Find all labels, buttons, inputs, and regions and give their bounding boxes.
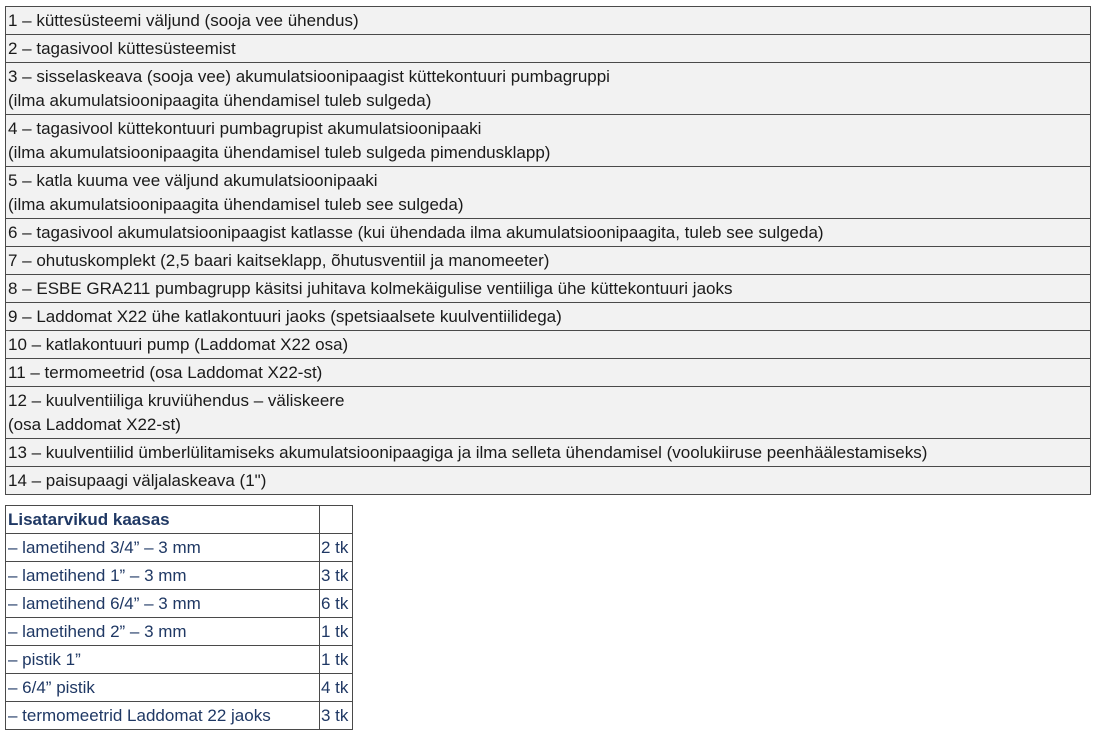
legend-line: 5 – katla kuuma vee väljund akumulatsioonipaaki	[8, 170, 378, 190]
accessory-qty: 1 tk	[320, 618, 353, 646]
legend-row	[6, 167, 1091, 219]
legend-cell	[6, 7, 1091, 35]
accessories-header-row	[6, 506, 353, 534]
accessory-row	[6, 590, 353, 618]
legend-row	[6, 467, 1091, 495]
accessory-name: – lametihend 3/4” – 3 mm	[6, 534, 320, 562]
legend-row	[6, 63, 1091, 115]
accessory-qty: 3 tk	[320, 562, 353, 590]
legend-line: 13 – kuulventiilid ümberlülitamiseks akumulatsioonipaagiga ja ilma selleta ühendamisel (voolukiiruse peenhäälestamiseks)	[8, 442, 928, 462]
legend-row	[6, 275, 1091, 303]
legend-line: 4 – tagasivool küttekontuuri pumbagrupist akumulatsioonipaaki	[8, 118, 482, 138]
legend-line: 7 – ohutuskomplekt (2,5 baari kaitseklapp, õhutusventiil ja manomeeter)	[8, 250, 550, 270]
legend-line: 8 – ESBE GRA211 pumbagrupp käsitsi juhitava kolmekäigulise ventiiliga ühe küttekontuuri jaoks	[8, 278, 733, 298]
legend-line: (osa Laddomat X22-st)	[8, 414, 181, 434]
accessory-qty: 3 tk	[320, 702, 353, 730]
accessory-name: – lametihend 2” – 3 mm	[6, 618, 320, 646]
accessory-row	[6, 618, 353, 646]
legend-row	[6, 439, 1091, 467]
accessory-name: – lametihend 1” – 3 mm	[6, 562, 320, 590]
legend-cell	[6, 331, 1091, 359]
accessory-qty: 4 tk	[320, 674, 353, 702]
legend-table	[5, 6, 1091, 495]
legend-row	[6, 35, 1091, 63]
accessory-name: – termomeetrid Laddomat 22 jaoks	[6, 702, 320, 730]
accessory-qty: 6 tk	[320, 590, 353, 618]
legend-cell	[6, 467, 1091, 495]
legend-line: 2 – tagasivool küttesüsteemist	[8, 38, 236, 58]
legend-line: (ilma akumulatsioonipaagita ühendamisel tuleb sulgeda)	[8, 90, 432, 110]
legend-row	[6, 7, 1091, 35]
legend-line: 9 – Laddomat X22 ühe katlakontuuri jaoks (spetsiaalsete kuulventiilidega)	[8, 306, 562, 326]
legend-cell	[6, 167, 1091, 219]
legend-row	[6, 331, 1091, 359]
legend-line: 11 – termomeetrid (osa Laddomat X22-st)	[8, 362, 323, 382]
accessory-qty: 1 tk	[320, 646, 353, 674]
accessory-row	[6, 646, 353, 674]
legend-cell	[6, 359, 1091, 387]
legend-row	[6, 359, 1091, 387]
legend-cell	[6, 387, 1091, 439]
legend-cell	[6, 219, 1091, 247]
legend-row	[6, 303, 1091, 331]
legend-cell	[6, 247, 1091, 275]
legend-line: 6 – tagasivool akumulatsioonipaagist katlasse (kui ühendada ilma akumulatsioonipaagita, tuleb see sulgeda)	[8, 222, 824, 242]
legend-cell	[6, 439, 1091, 467]
legend-cell	[6, 303, 1091, 331]
accessory-name: – lametihend 6/4” – 3 mm	[6, 590, 320, 618]
legend-line: (ilma akumulatsioonipaagita ühendamisel tuleb see sulgeda)	[8, 194, 464, 214]
legend-cell	[6, 115, 1091, 167]
legend-cell	[6, 275, 1091, 303]
legend-row	[6, 115, 1091, 167]
legend-line: 12 – kuulventiiliga kruviühendus – väliskeere	[8, 390, 345, 410]
accessory-row	[6, 562, 353, 590]
accessories-header-qty	[320, 506, 353, 534]
accessory-name: – 6/4” pistik	[6, 674, 320, 702]
legend-row	[6, 219, 1091, 247]
accessories-table	[5, 505, 353, 730]
accessory-row	[6, 702, 353, 730]
accessories-title: Lisatarvikud kaasas	[6, 506, 320, 534]
accessory-row	[6, 534, 353, 562]
legend-row	[6, 387, 1091, 439]
legend-line: 14 – paisupaagi väljalaskeava (1")	[8, 470, 267, 490]
legend-line: 1 – küttesüsteemi väljund (sooja vee ühendus)	[8, 10, 359, 30]
legend-line: 10 – katlakontuuri pump (Laddomat X22 osa)	[8, 334, 349, 354]
legend-line: (ilma akumulatsioonipaagita ühendamisel tuleb sulgeda pimendusklapp)	[8, 142, 551, 162]
legend-cell	[6, 63, 1091, 115]
accessory-qty: 2 tk	[320, 534, 353, 562]
legend-cell	[6, 35, 1091, 63]
accessory-row	[6, 674, 353, 702]
accessory-name: – pistik 1”	[6, 646, 320, 674]
legend-row	[6, 247, 1091, 275]
legend-line: 3 – sisselaskeava (sooja vee) akumulatsioonipaagist küttekontuuri pumbagruppi	[8, 66, 610, 86]
